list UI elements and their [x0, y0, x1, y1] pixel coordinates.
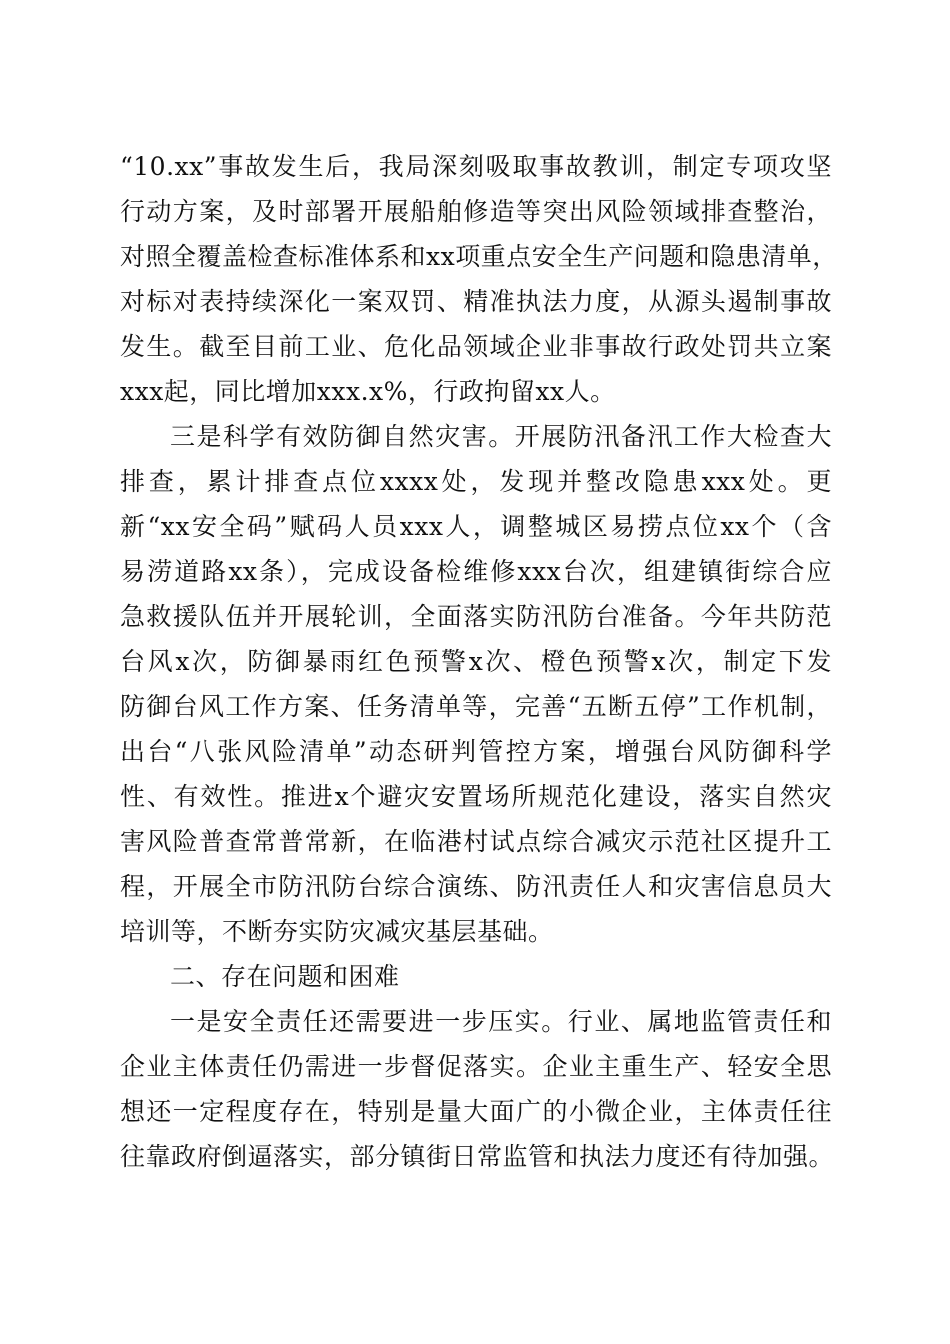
- text-span: 行业、属地监管责任和: [567, 1007, 832, 1036]
- text-line: 出台“八张风险清单”动态研判管控方案，增强台风防御科学: [120, 737, 832, 766]
- text-line: 排查，累计排查点位xxxx处，发现并整改隐患xxx处。更: [120, 467, 832, 496]
- text-line: 急救援队伍并开展轮训，全面落实防汛防台准备。今年共防范: [120, 602, 832, 631]
- text-line: xxx起，同比增加xxx.x%，行政拘留xx人。: [120, 377, 616, 406]
- text-line: [120, 414, 832, 459]
- text-line: 想还一定程度存在，特别是量大面广的小微企业，主体责任往: [120, 1097, 832, 1126]
- text-line: 台风x次，防御暴雨红色预警x次、橙色预警x次，制定下发: [120, 647, 832, 676]
- paragraph-lead: 一是安全责任还需要进一步压实。: [170, 1007, 568, 1036]
- text-line: 程，开展全市防汛防台综合演练、防汛责任人和灾害信息员大: [120, 872, 832, 901]
- paragraph-accident-followup: [120, 144, 838, 414]
- text-line: “10.xx”事故发生后，我局深刻吸取事故教训，制定专项攻坚: [120, 152, 832, 181]
- text-line: 新“xx安全码”赋码人员xxx人，调整城区易捞点位xx个（含: [120, 512, 832, 541]
- text-line: 害风险普查常普常新，在临港村试点综合减灾示范社区提升工: [120, 827, 832, 856]
- section-heading: 二、存在问题和困难: [170, 962, 400, 991]
- text-line: 培训等，不断夯实防灾减灾基层基础。: [120, 917, 554, 946]
- text-line: 对标对表持续深化一案双罚、精准执法力度，从源头遏制事故: [120, 287, 832, 316]
- text-line: 行动方案，及时部署开展船舶修造等突出风险领域排查整治，: [120, 197, 832, 226]
- paragraph-lead: 三是科学有效防御自然灾害。: [170, 422, 515, 451]
- text-line: 往靠政府倒逼落实，部分镇街日常监管和执法力度还有待加强。: [120, 1142, 835, 1171]
- text-line: [120, 999, 832, 1044]
- text-line: 性、有效性。推进x个避灾安置场所规范化建设，落实自然灾: [120, 782, 832, 811]
- paragraph-disaster-defense: [120, 414, 832, 954]
- document-page: [120, 144, 838, 1179]
- paragraph-safety-responsibility: [120, 999, 835, 1179]
- text-line: 对照全覆盖检查标准体系和xx项重点安全生产问题和隐患清单，: [120, 242, 838, 271]
- text-line: 防御台风工作方案、任务清单等，完善“五断五停”工作机制，: [120, 692, 832, 721]
- text-line: 发生。截至目前工业、危化品领域企业非事故行政处罚共立案: [120, 332, 832, 361]
- text-line: 企业主体责任仍需进一步督促落实。企业主重生产、轻安全思: [120, 1052, 832, 1081]
- text-line: 易涝道路xx条），完成设备检维修xxx台次，组建镇街综合应: [120, 557, 832, 586]
- text-span: 开展防汛备汛工作大检查大: [514, 422, 832, 451]
